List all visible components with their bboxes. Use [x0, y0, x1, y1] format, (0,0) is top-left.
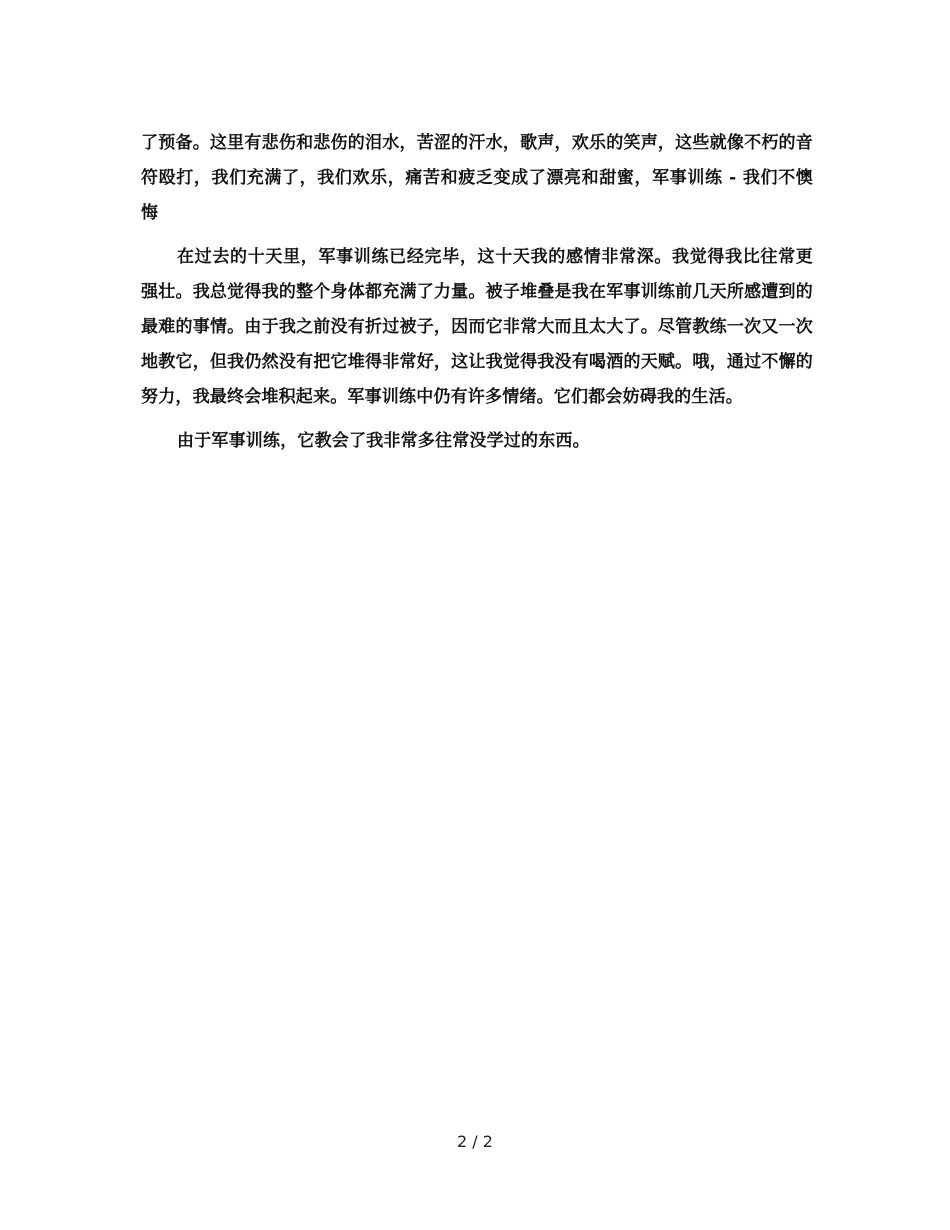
document-body: [141, 126, 813, 468]
page-number: 2 / 2: [457, 1132, 493, 1151]
paragraph-1: 了预备。这里有悲伤和悲伤的泪水，苦涩的汗水，歌声，欢乐的笑声，这些就像不朽的音符殴打，我们充满了，我们欢乐，痛苦和疲乏变成了漂亮和甜蜜，军事训练 - 我们不懊悔: [141, 133, 813, 223]
paragraph-3: 由于军事训练，它教会了我非常多往常没学过的东西。: [177, 431, 590, 451]
paragraph-2: 在过去的十天里，军事训练已经完毕，这十天我的感情非常深。我觉得我比往常更强壮。我总觉得我的整个身体都充满了力量。被子堆叠是我在军事训练前几天所感遭到的最难的事情。由于我之前没有折过被子，因而它非常大而且太大了。尽管教练一次又一次地教它，但我仍然没有把它堆得非常好，这让我觉得我没有喝酒的天赋。哦，通过不懈的努力，我最终会堆积起来。军事训练中仍有许多情绪。它们都会妨碍我的生活。: [141, 247, 813, 407]
